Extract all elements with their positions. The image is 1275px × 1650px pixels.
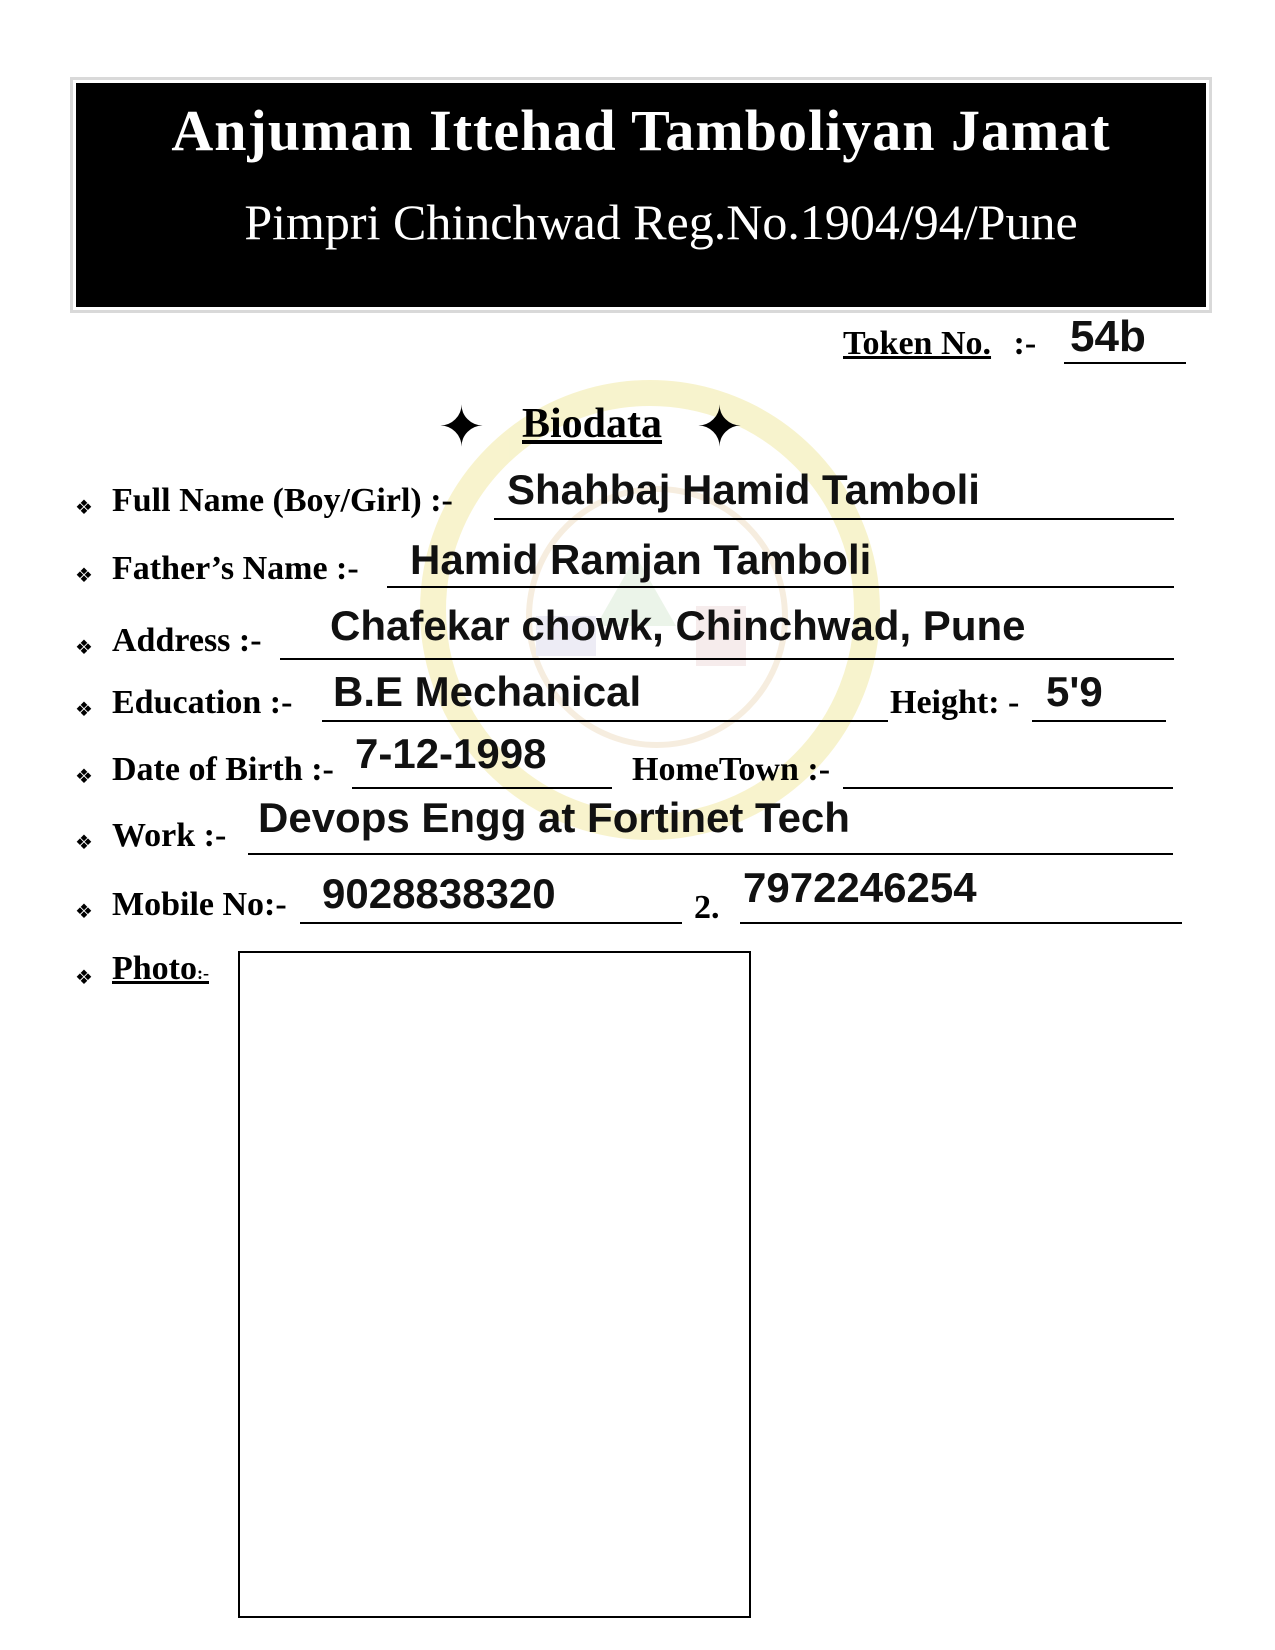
diamond-bullet-icon: ❖ xyxy=(75,901,93,923)
four-point-star-icon: ✦ xyxy=(696,397,743,459)
photo-label-group xyxy=(112,950,209,988)
token-value: 54b xyxy=(1070,312,1146,361)
dob-line xyxy=(352,787,612,789)
mobile2-label: 2. xyxy=(694,889,720,926)
education-line xyxy=(322,720,888,722)
diamond-bullet-icon: ❖ xyxy=(75,832,93,854)
biodata-title: Biodata xyxy=(522,401,663,447)
dob-label: Date of Birth :- xyxy=(112,751,334,788)
height-label: Height: - xyxy=(890,684,1020,721)
mobile2-value: 7972246254 xyxy=(743,864,977,911)
address-value: Chafekar chowk, Chinchwad, Pune xyxy=(330,602,1026,649)
address-label: Address :- xyxy=(112,622,262,659)
diamond-bullet-icon: ❖ xyxy=(75,699,93,721)
height-value: 5'9 xyxy=(1046,668,1103,715)
address-line xyxy=(280,658,1174,660)
dob-value: 7-12-1998 xyxy=(355,730,547,777)
token-label-group xyxy=(843,325,1036,363)
father-name-value: Hamid Ramjan Tamboli xyxy=(410,536,872,583)
mobile-value: 9028838320 xyxy=(322,870,556,917)
education-value: B.E Mechanical xyxy=(333,668,642,715)
four-point-star-icon: ✦ xyxy=(438,397,485,459)
work-label: Work :- xyxy=(112,817,227,854)
mobile2-line xyxy=(740,922,1182,924)
diamond-bullet-icon: ❖ xyxy=(75,497,93,519)
work-line xyxy=(248,853,1173,855)
height-line xyxy=(1032,720,1166,722)
hometown-line xyxy=(843,787,1173,789)
photo-label: Photo xyxy=(112,950,197,987)
diamond-bullet-icon: ❖ xyxy=(75,565,93,587)
token-separator: :- xyxy=(1013,325,1037,362)
photo-separator: :- xyxy=(197,963,209,983)
diamond-bullet-icon: ❖ xyxy=(75,766,93,788)
photo-box xyxy=(238,951,751,1618)
hometown-label: HomeTown :- xyxy=(632,751,831,788)
full-name-line xyxy=(494,518,1174,520)
organization-registration: Pimpri Chinchwad Reg.No.1904/94/Pune xyxy=(244,194,1078,250)
diamond-bullet-icon: ❖ xyxy=(75,637,93,659)
full-name-label: Full Name (Boy/Girl) :- xyxy=(112,482,453,519)
education-label: Education :- xyxy=(112,684,293,721)
mobile-label: Mobile No:- xyxy=(112,886,287,923)
full-name-value: Shahbaj Hamid Tamboli xyxy=(507,466,980,513)
token-label: Token No. xyxy=(843,325,992,362)
organization-name: Anjuman Ittehad Tamboliyan Jamat xyxy=(171,98,1111,163)
token-line xyxy=(1064,362,1186,364)
diamond-bullet-icon: ❖ xyxy=(75,967,93,989)
mobile-line xyxy=(300,922,682,924)
work-value: Devops Engg at Fortinet Tech xyxy=(258,794,850,841)
father-name-label: Father’s Name :- xyxy=(112,550,359,587)
father-name-line xyxy=(387,586,1174,588)
header-banner xyxy=(73,80,1209,310)
